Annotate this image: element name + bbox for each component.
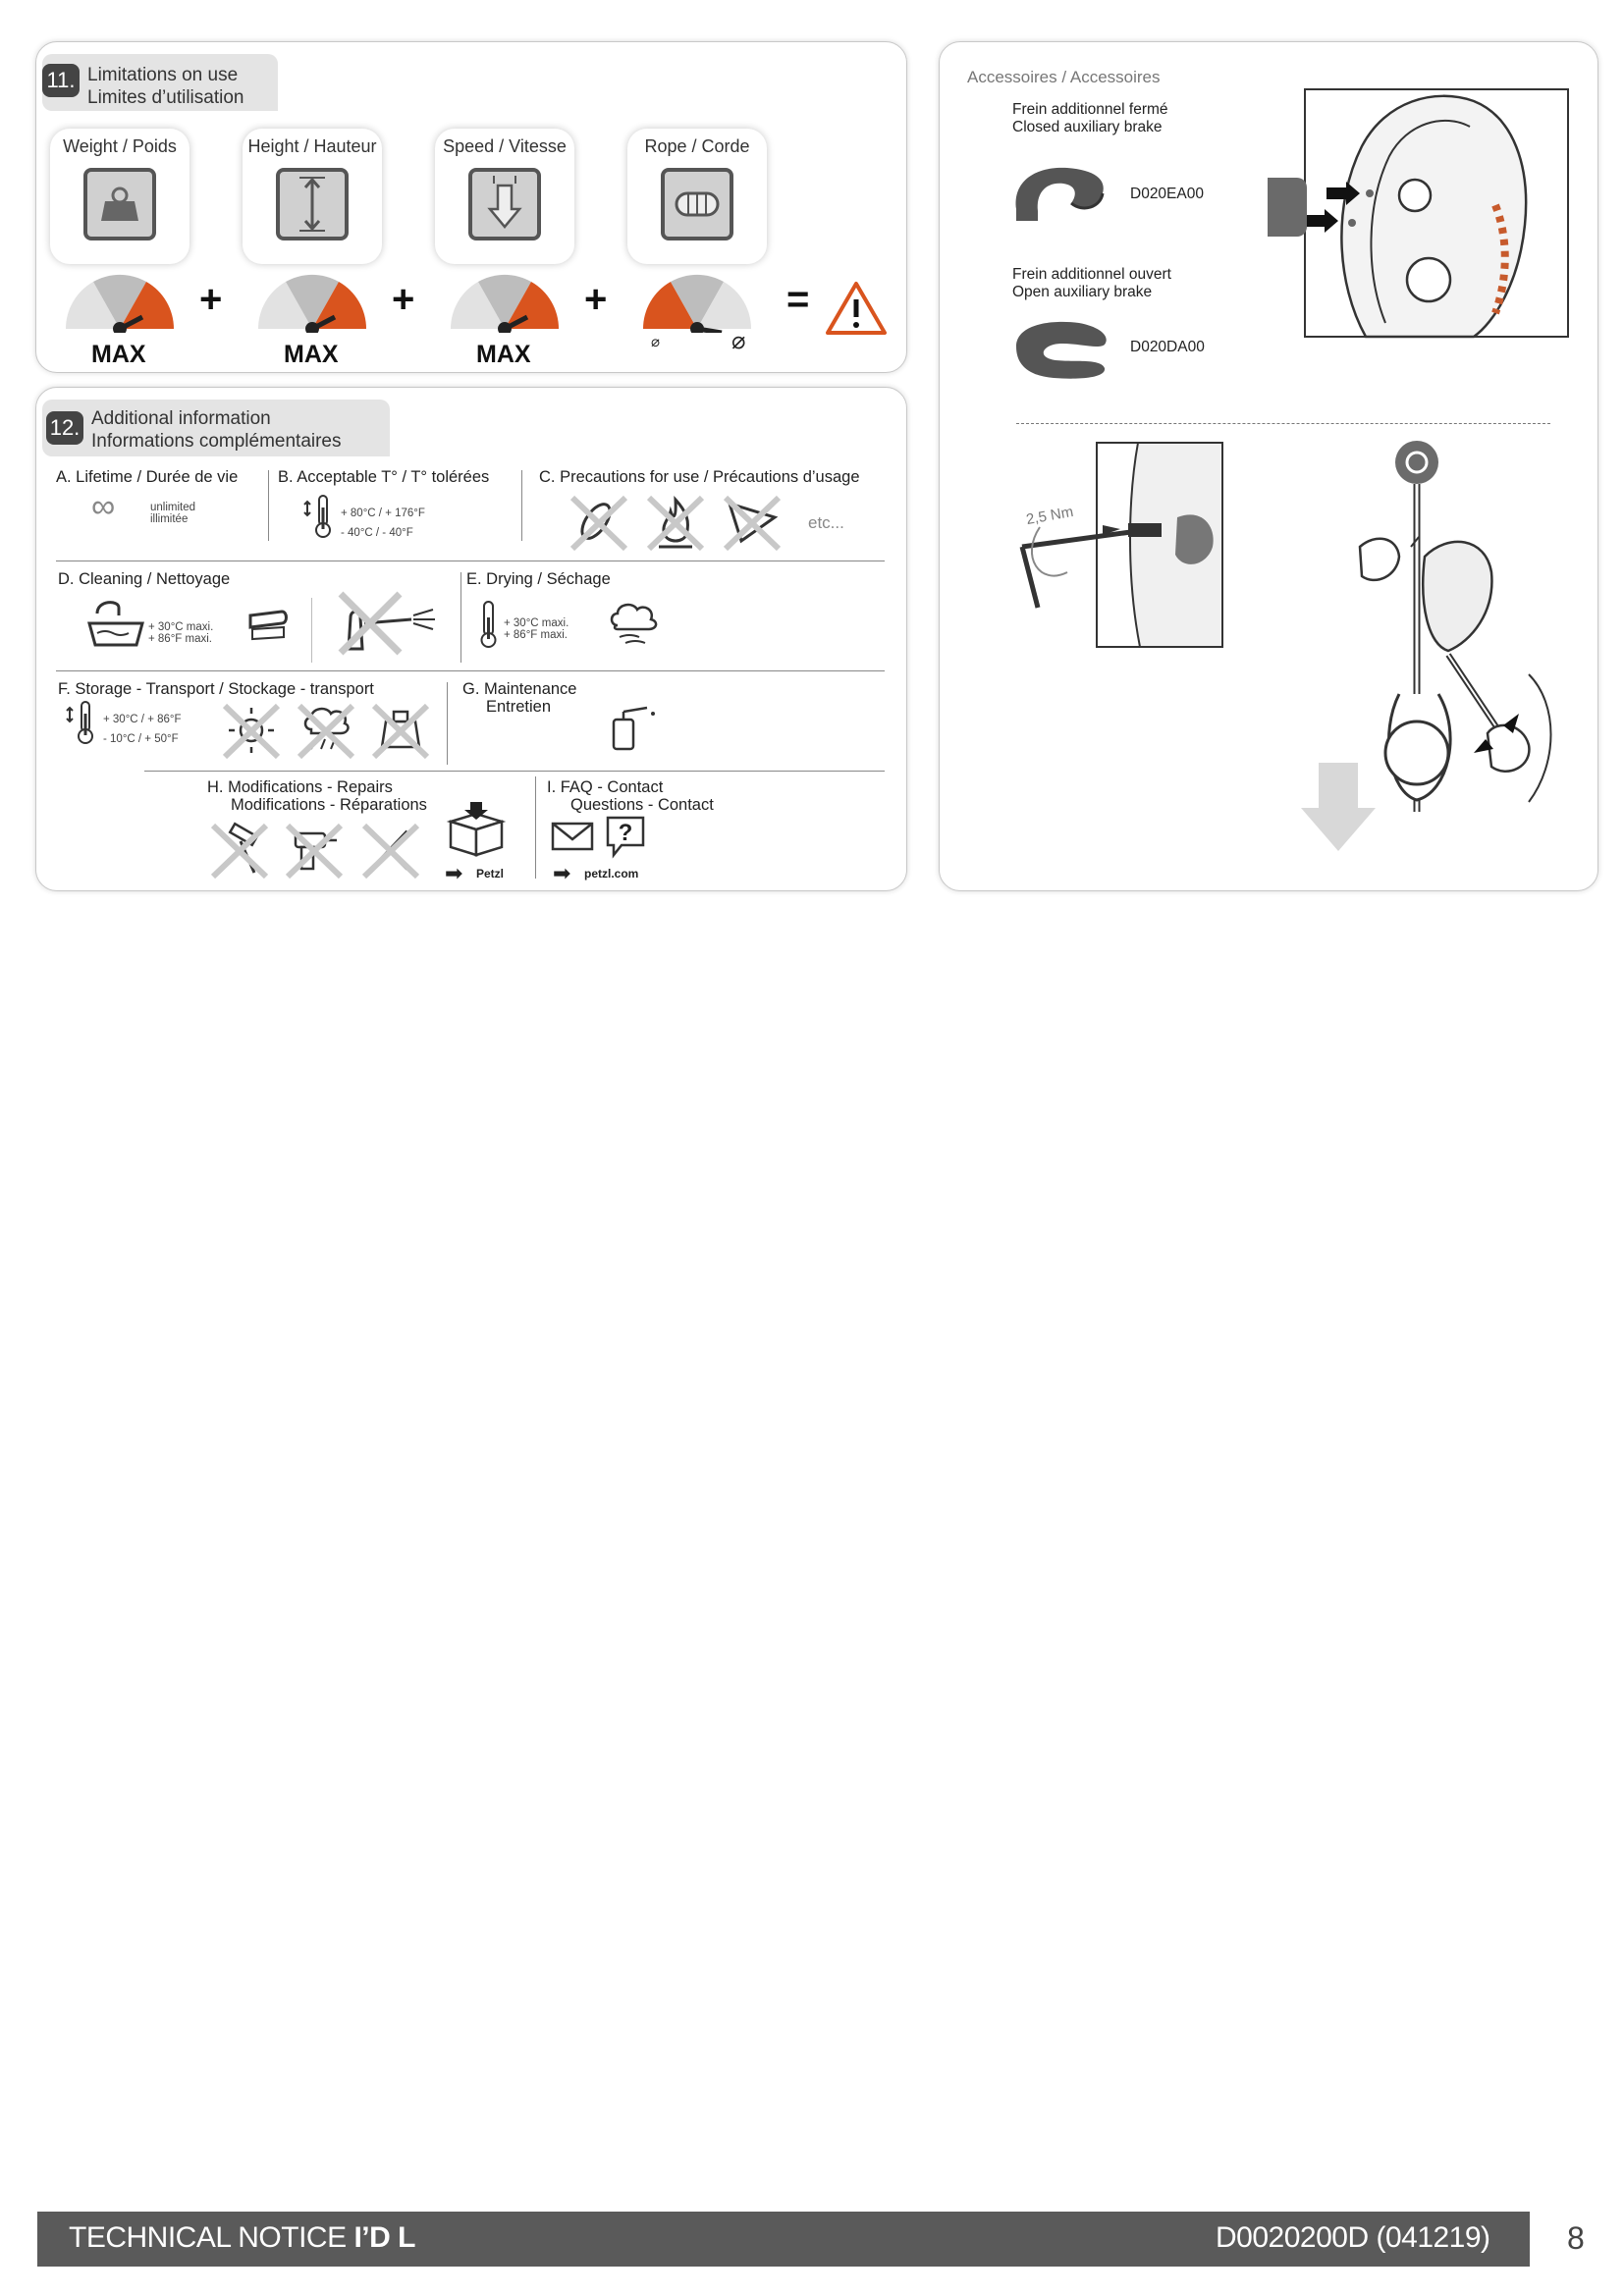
no-tools-icon: [358, 820, 423, 881]
no-sun-icon: [219, 700, 284, 761]
height-tile-label: Height / Hauteur: [247, 136, 377, 156]
footer-notice-label: [69, 2221, 415, 2255]
section-12-title-fr: Informations complémentaires: [91, 431, 342, 452]
allen-key-torque-illustration: [1010, 439, 1226, 655]
footer-doc-code: D0020200D (041219): [1216, 2221, 1490, 2254]
weight-gauge-icon: [60, 270, 180, 333]
petzl-link[interactable]: Petzl: [476, 867, 505, 881]
rope-tile: [627, 129, 767, 264]
device-brake-installation-illustration: [1268, 87, 1580, 339]
no-fire-icon: [643, 492, 708, 553]
footer-notice: TECHNICAL NOTICE: [69, 2221, 347, 2254]
no-chemical-icon: [720, 492, 785, 553]
cleaning-line2: + 86°F maxi.: [148, 633, 212, 645]
section-11-title-en: Limitations on use: [87, 65, 239, 85]
no-pressure-washer-icon: [331, 590, 453, 657]
warning-icon: [824, 280, 889, 337]
temperature-line2: - 40°C / - 40°F: [341, 527, 413, 539]
drying-title: E. Drying / Séchage: [466, 570, 611, 588]
rope-icon: [661, 168, 733, 240]
oil-can-icon: [602, 704, 661, 753]
infinity-icon: ∞: [91, 488, 116, 525]
additional-info-panel: [35, 387, 907, 891]
maintenance-title: G. Maintenance: [462, 680, 577, 698]
temperature-line1: + 80°C / + 176°F: [341, 507, 425, 519]
rope-handling-illustration: [1301, 439, 1564, 871]
question-icon: [604, 814, 647, 859]
rope-gauge-icon: [637, 270, 757, 333]
faq-title: I. FAQ - Contact: [547, 778, 664, 796]
precautions-etc: etc...: [808, 513, 844, 532]
equals-sign: =: [786, 278, 810, 321]
closed-brake-ref: D020EA00: [1130, 186, 1204, 202]
rope-max-diameter-symbol: ⌀: [731, 328, 746, 354]
cleaning-line1: + 30°C maxi.: [148, 621, 214, 633]
height-gauge-icon: [252, 270, 372, 333]
open-brake-label-en: Open auxiliary brake: [1012, 284, 1153, 300]
weight-max-label: MAX: [91, 341, 146, 368]
lifetime-title: A. Lifetime / Durée de vie: [56, 468, 239, 486]
no-chemicals-storage-icon: [368, 700, 433, 761]
faq-title-fr: Questions - Contact: [570, 796, 714, 814]
section-11-title-fr: Limites d’utilisation: [87, 87, 244, 108]
height-max-label: MAX: [284, 341, 339, 368]
speed-tile: [435, 129, 574, 264]
lifetime-line2: illimitée: [150, 513, 189, 525]
no-drill-icon: [282, 820, 347, 881]
divider: [521, 470, 522, 541]
closed-brake-label-fr: Frein additionnel fermé: [1012, 101, 1168, 118]
arrow-right-icon: ➡: [445, 861, 463, 885]
divider: [535, 776, 536, 879]
open-brake-image: [1010, 315, 1112, 384]
divider: [144, 771, 885, 772]
svg-text:?: ?: [618, 820, 633, 846]
brush-icon: [244, 606, 290, 645]
accessories-panel: [939, 41, 1598, 891]
no-rain-icon: [294, 700, 358, 761]
return-box-icon: [441, 800, 512, 859]
petzl-website-link[interactable]: petzl.com: [584, 867, 639, 881]
weight-tile-label: Weight / Poids: [63, 136, 177, 156]
cleaning-title: D. Cleaning / Nettoyage: [58, 570, 231, 588]
open-brake-ref: D020DA00: [1130, 339, 1205, 355]
no-hammer-icon: [207, 820, 272, 881]
limitations-panel: [35, 41, 907, 373]
air-dry-icon: [606, 598, 661, 649]
footer-product: I’D L: [353, 2221, 415, 2254]
precautions-title: C. Precautions for use / Précautions d’usage: [539, 468, 860, 486]
thermometer-icon: [303, 494, 339, 539]
drying-line2: + 86°F maxi.: [504, 629, 568, 641]
storage-line1: + 30°C / + 86°F: [103, 714, 182, 725]
arrow-right-icon: ➡: [553, 861, 571, 885]
weight-icon: [83, 168, 156, 240]
closed-brake-label-en: Closed auxiliary brake: [1012, 119, 1163, 135]
envelope-icon: [551, 820, 594, 853]
maintenance-title-fr: Entretien: [486, 698, 552, 716]
torque-value: 2,5 Nm: [1024, 503, 1075, 529]
storage-line2: - 10°C / + 50°F: [103, 733, 179, 745]
plus-sign: +: [392, 278, 415, 321]
thermometer-icon: [66, 700, 101, 745]
storage-title: F. Storage - Transport / Stockage - transport: [58, 680, 374, 698]
dashed-separator: [1016, 423, 1550, 424]
speed-tile-label: Speed / Vitesse: [443, 136, 567, 156]
height-tile: [243, 129, 382, 264]
closed-brake-image: [1008, 160, 1110, 231]
temperature-title: B. Acceptable T° / T° tolérées: [278, 468, 490, 486]
drying-line1: + 30°C maxi.: [504, 617, 569, 629]
open-brake-label-fr: Frein additionnel ouvert: [1012, 266, 1171, 283]
weight-tile: [50, 129, 189, 264]
rope-tile-label: Rope / Corde: [644, 136, 750, 156]
speed-icon: [468, 168, 541, 240]
section-12-title-en: Additional information: [91, 408, 271, 429]
lifetime-line1: unlimited: [150, 502, 196, 513]
plus-sign: +: [584, 278, 608, 321]
divider: [56, 670, 885, 671]
rope-min-diameter-symbol: ⌀: [651, 334, 661, 350]
no-sharp-edge-icon: [567, 492, 631, 553]
speed-max-label: MAX: [476, 341, 531, 368]
thermometer-icon: [476, 600, 502, 649]
washing-icon: [85, 594, 146, 649]
modifications-title: H. Modifications - Repairs: [207, 778, 393, 796]
section-11-number: 11.: [42, 64, 80, 97]
height-icon: [276, 168, 349, 240]
speed-gauge-icon: [445, 270, 565, 333]
section-12-number: 12.: [46, 411, 83, 445]
modifications-title-fr: Modifications - Réparations: [231, 796, 427, 814]
page-number: 8: [1567, 2220, 1585, 2256]
accessories-title: Accessoires / Accessoires: [967, 68, 1161, 86]
divider: [460, 572, 461, 663]
divider: [311, 598, 312, 663]
divider: [447, 682, 448, 765]
plus-sign: +: [199, 278, 223, 321]
divider: [268, 470, 269, 541]
